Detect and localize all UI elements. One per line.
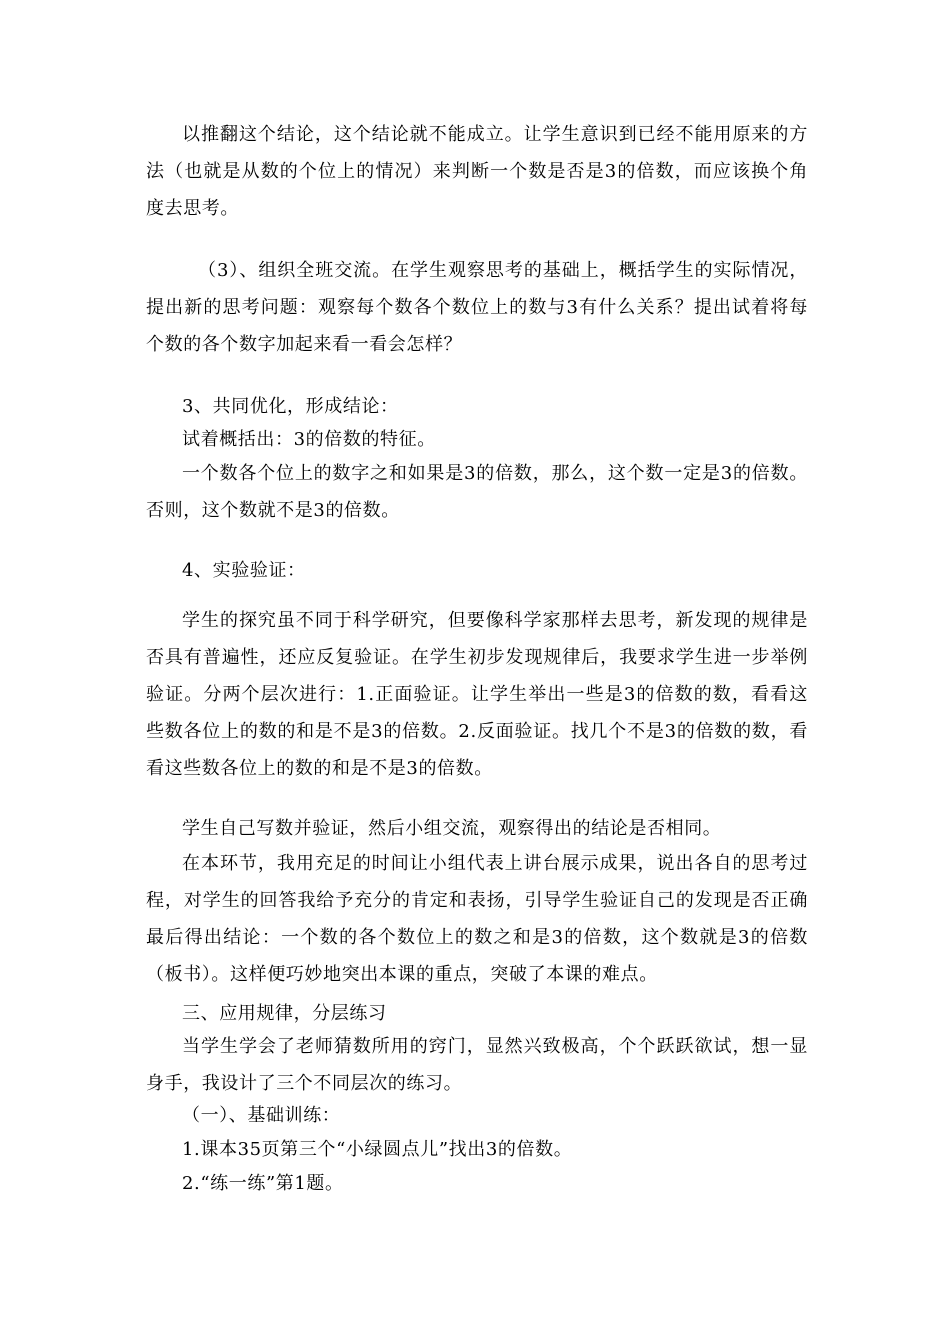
paragraph-rule-statement: 一个数各个位上的数字之和如果是3的倍数，那么，这个数一定是3的倍数。否则，这个数就不是3的倍数。: [146, 463, 808, 521]
heading-optimize-conclusion: 3、共同优化，形成结论：: [182, 396, 399, 417]
paragraph-exercise-design: 当学生学会了老师猜数所用的窍门，显然兴致极高，个个跃跃欲试，想一显身手，我设计了三个不同层次的练习。: [146, 1036, 808, 1094]
paragraph-class-discussion: （3）、组织全班交流。在学生观察思考的基础上，概括学生的实际情况，提出新的思考问题：观察每个数各个数位上的数与3有什么关系？提出试着将每个数的各个数字加起来看一看会怎样？: [146, 260, 808, 355]
paragraph-students-write: 学生自己写数并验证，然后小组交流，观察得出的结论是否相同。: [182, 818, 722, 839]
list-item-textbook-exercise: 1.课本35页第三个“小绿圆点儿”找出3的倍数。: [182, 1139, 573, 1160]
paragraph-this-stage: 在本环节，我用充足的时间让小组代表上讲台展示成果，说出各自的思考过程，对学生的回答我给予充分的肯定和表扬，引导学生验证自己的发现是否正确最后得出结论：一个数的各个数位上的数之和是3的倍数，这个数就是3的倍数（板书）。这样便巧妙地突出本课的重点，突破了本课的难点。: [146, 853, 808, 985]
heading-apply-rules: 三、应用规律，分层练习: [182, 1003, 387, 1024]
paragraph-try-summarize: 试着概括出：3的倍数的特征。: [182, 429, 436, 450]
heading-experiment-verify: 4、实验验证：: [182, 560, 306, 581]
paragraph-conclusion-overturned: 以推翻这个结论，这个结论就不能成立。让学生意识到已经不能用原来的方法（也就是从数的个位上的情况）来判断一个数是否是3的倍数，而应该换个角度去思考。: [146, 124, 808, 219]
list-item-practice-exercise: 2.“练一练”第1题。: [182, 1173, 344, 1194]
paragraph-verification-steps: 学生的探究虽不同于科学研究，但要像科学家那样去思考，新发现的规律是否具有普遍性，还应反复验证。在学生初步发现规律后，我要求学生进一步举例验证。分两个层次进行：1.正面验证。让学生举出一些是3的倍数的数，看看这些数各位上的数的和是不是3的倍数。2.反面验证。找几个不是3的倍数的数，看看这些数各位上的数的和是不是3的倍数。: [146, 610, 808, 779]
heading-basic-training: （一）、基础训练：: [182, 1105, 341, 1126]
